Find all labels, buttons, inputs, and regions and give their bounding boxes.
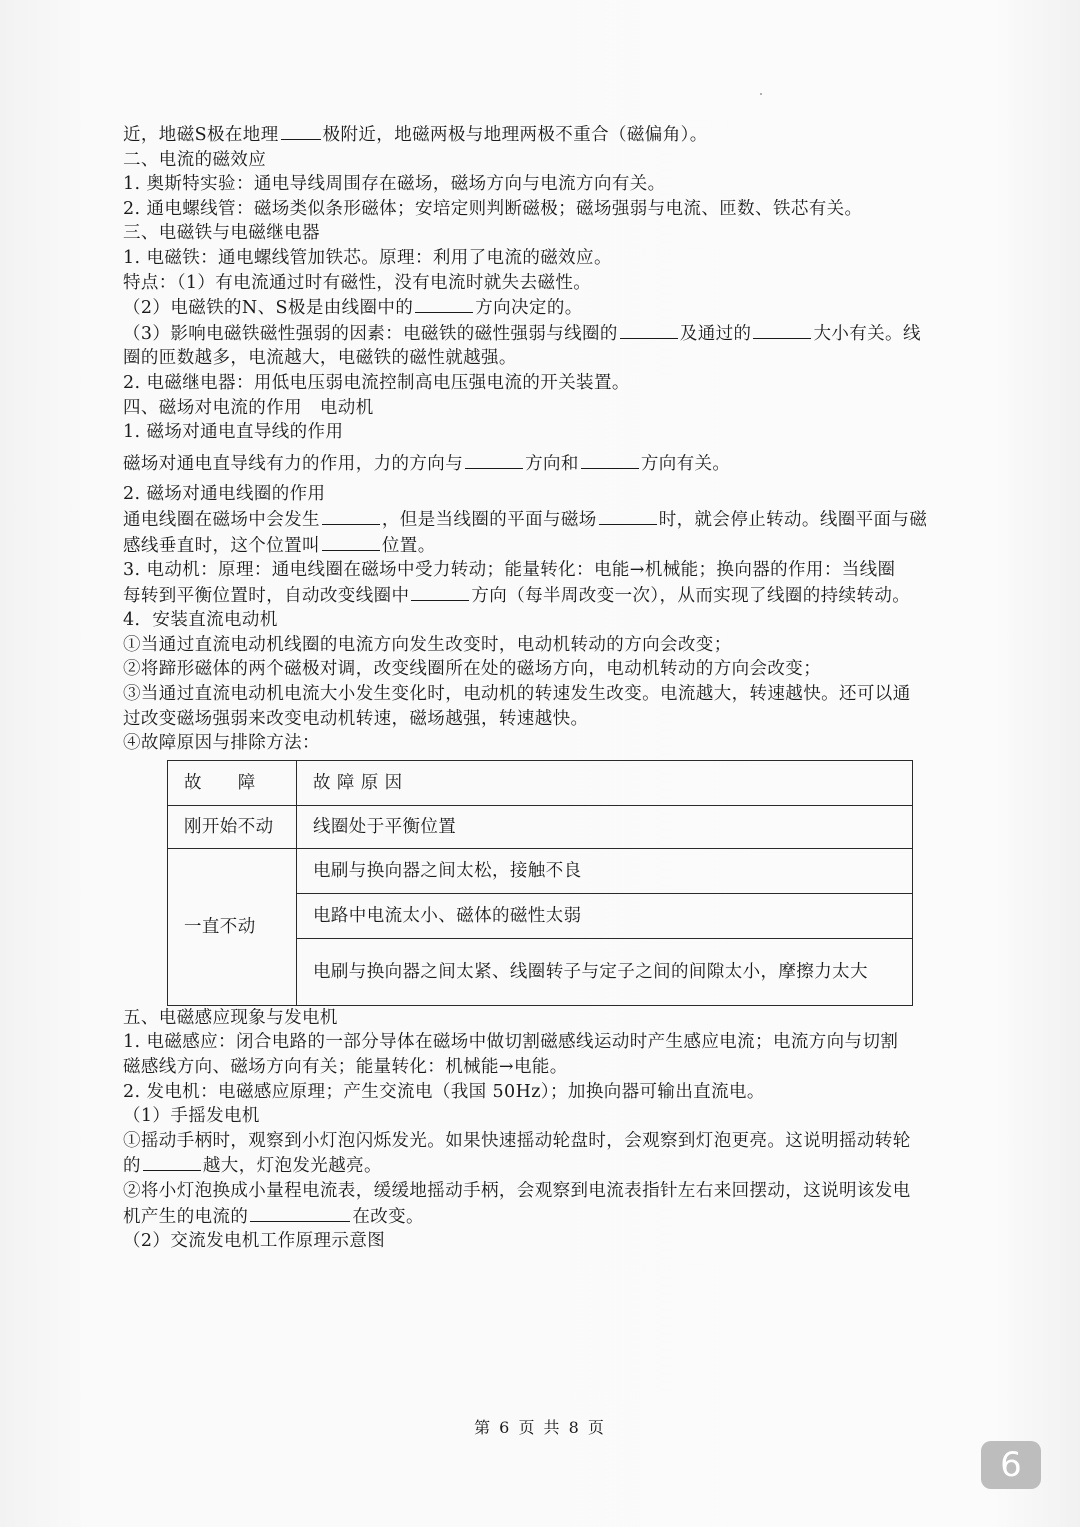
table-header-cell: 故 障 原 因 [297,760,913,805]
table-row [168,848,913,893]
table-cell: 一直不动 [168,848,297,1005]
page-footer: 第 6 页 共 8 页 [474,1418,606,1437]
fill-blank [581,451,639,469]
section-heading: 四、磁场对电流的作用 电动机 [123,397,374,418]
table-header-cell: 故 障 [168,760,297,805]
fill-blank [599,507,657,525]
text-line: 机产生的电流的 在改变。 [123,1204,958,1230]
fill-blank [411,583,469,601]
table-cell: 电路中电流太小、磁体的磁性太弱 [297,893,913,938]
fill-blank [415,295,473,313]
fill-blank [322,507,380,525]
table-cell: 电刷与换向器之间太紧、线圈转子与定子之间的间隙太小，摩擦力太大 [297,938,913,1005]
text-line: 的 越大，灯泡发光越亮。 [123,1153,958,1179]
text-line: 1. 磁场对通电直导线的作用 [123,422,344,443]
section-heading: 三、电磁铁与电磁继电器 [123,223,320,244]
text-line: （3）影响电磁铁磁性强弱的因素：电磁铁的磁性强弱与线圈的 及通过的 大小有关。线 [123,321,958,347]
text-line: 特点：（1）有电流通过时有磁性，没有电流时就失去磁性。 [123,272,592,293]
text-line: ①当通过直流电动机线圈的电流方向发生改变时，电动机转动的方向会改变； [123,634,732,655]
text-line: 磁感线方向、磁场方向有关；能量转化：机械能→电能。 [123,1057,568,1078]
table-cell: 线圈处于平衡位置 [297,805,913,848]
text-line: （1）手摇发电机 [123,1106,260,1127]
fill-blank [281,122,321,140]
text-line: 2. 磁场对通电线圈的作用 [123,484,326,505]
text-line: ①摇动手柄时，观察到小灯泡闪烁发光。如果快速摇动轮盘时，会观察到灯泡更亮。这说明摇动转轮 [123,1130,911,1151]
document-body [123,122,958,1254]
scan-speck [760,93,762,95]
fill-blank [753,321,811,339]
table-cell: 电刷与换向器之间太松，接触不良 [297,848,913,893]
text-line: 磁场对通电直导线有力的作用，力的方向与 方向和 方向有关。 [123,451,958,477]
table-header-row [168,760,913,805]
text-line: 圈的匝数越多，电流越大，电磁铁的磁性就越强。 [123,348,517,369]
text-line: 近，地磁S极在地理 极附近，地磁两极与地理两极不重合（磁偏角）。 [123,122,958,148]
table-cell: 刚开始不动 [168,805,297,848]
text-line: ③当通过直流电动机电流大小发生变化时，电动机的转速发生改变。电流越大，转速越快。还可以通 [123,684,911,705]
fill-blank [620,321,678,339]
text-line: 过改变磁场强弱来改变电动机转速，磁场越强，转速越快。 [123,708,589,729]
text-line: ②将小灯泡换成小量程电流表，缓缓地摇动手柄，会观察到电流表指针左右来回摆动，这说明该发电 [123,1181,911,1201]
fill-blank [250,1204,350,1222]
text-line: 1. 电磁铁：通电螺线管加铁芯。原理：利用了电流的磁效应。 [123,247,612,268]
text-line: ④故障原因与排除方法： [123,733,320,754]
text-line: 每转到平衡位置时，自动改变线圈中 方向（每半周改变一次），从而实现了线圈的持续转动。 [123,583,958,609]
text-line: 2. 电磁继电器：用低电压弱电流控制高电压强电流的开关装置。 [123,372,630,393]
text-line: 3. 电动机：原理：通电线圈在磁场中受力转动；能量转化：电能→机械能；换向器的作用：当线圈 [123,560,896,581]
text-line: （2）电磁铁的N、S极是由线圈中的 方向决定的。 [123,295,958,321]
text-line: 感线垂直时，这个位置叫 位置。 [123,533,958,559]
fill-blank [143,1153,201,1171]
section-heading: 二、电流的磁效应 [123,149,267,170]
text-line: 1. 奥斯特实验：通电导线周围存在磁场，磁场方向与电流方向有关。 [123,174,666,195]
text-line: （2）交流发电机工作原理示意图 [123,1231,386,1252]
text-line: 1. 电磁感应：闭合电路的一部分导体在磁场中做切割磁感线运动时产生感应电流；电流方向与切割 [123,1032,899,1053]
page-number-badge[interactable]: 6 [981,1441,1041,1489]
text-line: ②将蹄形磁体的两个磁极对调，改变线圈所在处的磁场方向，电动机转动的方向会改变； [123,659,822,680]
text-line: 2. 通电螺线管：磁场类似条形磁体；安培定则判断磁极；磁场强弱与电流、匝数、铁芯有关。 [123,198,863,219]
fill-blank [465,451,523,469]
text-line: 4．安装直流电动机 [123,610,278,631]
section-heading: 五、电磁感应现象与发电机 [123,1007,338,1028]
text-line: 通电线圈在磁场中会发生 ，但是当线圈的平面与磁场 时，就会停止转动。线圈平面与磁 [123,507,958,533]
fill-blank [322,533,380,551]
table-row [168,805,913,848]
text-line: 2. 发电机：电磁感应原理；产生交流电（我国 50Hz）；加换向器可输出直流电。 [123,1081,765,1102]
fault-table [167,760,913,1006]
